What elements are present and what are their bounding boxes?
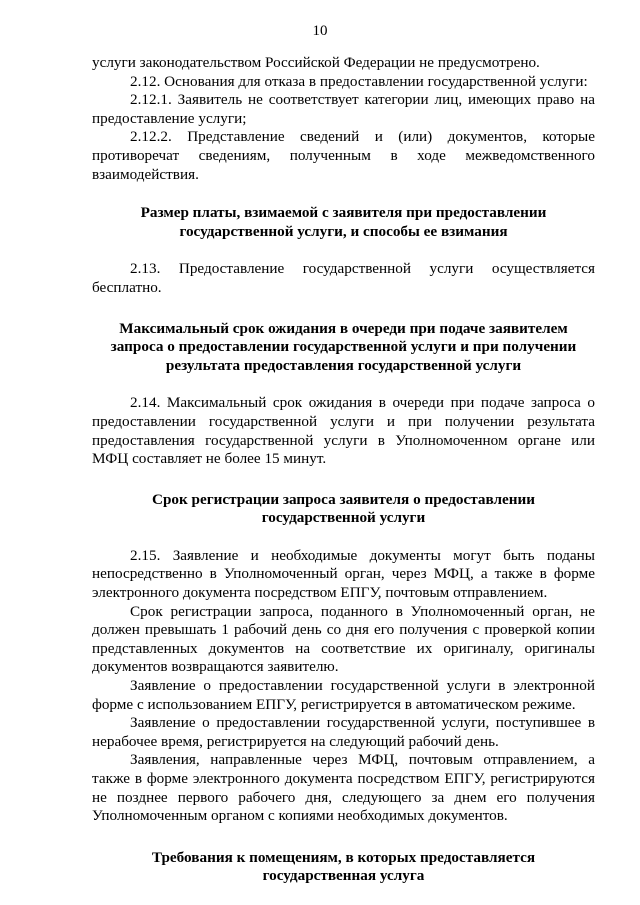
paragraph-2-15: 2.15. Заявление и необходимые документы могут быть поданы непосредственно в Уполномоченный орган, через МФЦ, а также в форме электронного документа посредством ЕПГУ, почтовым отправлением. <box>92 546 595 602</box>
paragraph-2-12-1: 2.12.1. Заявитель не соответствует категории лиц, имеющих право на предоставление услуги; <box>92 91 595 127</box>
paragraph-2-13: 2.13. Предоставление государственной услуги осуществляется бесплатно. <box>92 260 595 296</box>
paragraph-2-12-2: 2.12.2. Представление сведений и (или) документов, которые противоречат сведениям, полученным в ходе межведомственного взаимодействия. <box>92 128 595 183</box>
paragraph-registration-term: Срок регистрации запроса, поданного в Уполномоченный орган, не должен превышать 1 рабочий день со дня его получения с проверкой копии представленных документов на соответствие их оригиналу, оригиналы документов возвращаются заявителю. <box>92 602 595 676</box>
paragraph-nonworking-time: Заявление о предоставлении государственной услуги, поступившее в нерабочее время, регистрируется на следующий рабочий день. <box>92 714 595 750</box>
section-heading-registration: Срок регистрации запроса заявителя о предоставлении государственной услуги <box>152 490 535 527</box>
page-number: 10 <box>312 23 328 39</box>
section-heading-fee: Размер платы, взимаемой с заявителя при предоставлении государственной услуги, и способы ее взимания <box>140 204 547 240</box>
paragraph-2-14: 2.14. Максимальный срок ожидания в очереди при подаче запроса о предоставлении государственной услуги и при получении результата предоставления государственной услуги в Уполномоченном органе или МФЦ составляет не более 15 минут. <box>92 394 595 468</box>
section-heading-queue-time: Максимальный срок ожидания в очереди при подаче заявителем запроса о предоставлении государственной услуги и при получении результата предоставления государственной услуги <box>110 319 577 374</box>
paragraph-mfc-postal: Заявления, направленные через МФЦ, почтовым отправлением, а также в форме электронного документа посредством ЕПГУ, регистрируются не позднее первого рабочего дня, следующего за днем его получения Уполномоченным органом с копиями необходимых документов. <box>92 751 595 825</box>
section-heading-premises: Требования к помещениям, в которых предоставляется государственная услуга <box>151 848 536 885</box>
document-body <box>92 54 595 886</box>
paragraph-continuation: услуги законодательством Российской Федерации не предусмотрено. <box>92 54 540 71</box>
paragraph-2-12: 2.12. Основания для отказа в предоставлении государственной услуги: <box>130 72 588 90</box>
paragraph-electronic-registration: Заявление о предоставлении государственной услуги в электронной форме с использованием ЕПГУ, регистрируется в автоматическом режиме. <box>92 677 595 713</box>
